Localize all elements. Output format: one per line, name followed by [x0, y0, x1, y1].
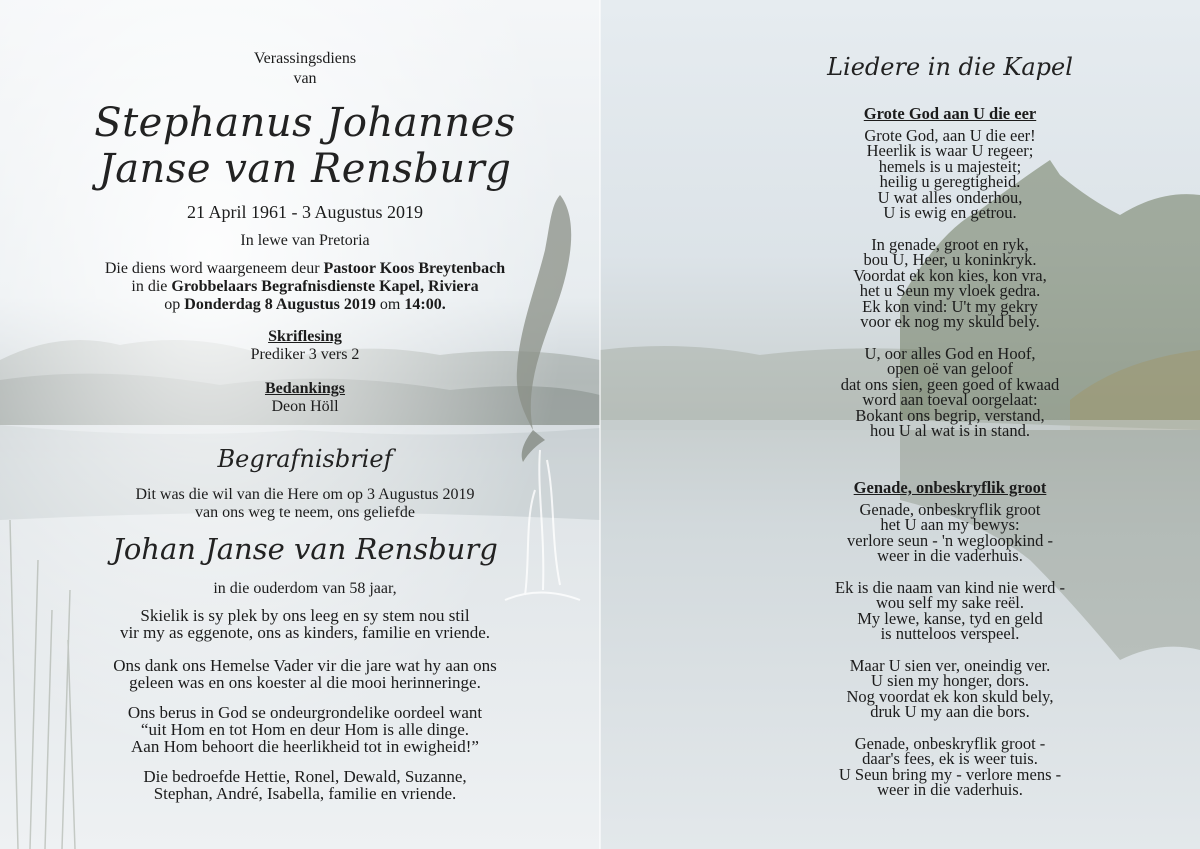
- s1v2-l6: voor ek nog my skuld bely.: [860, 312, 1040, 331]
- deceased-name-line2: Janse van Rensburg: [98, 146, 512, 192]
- s2v1-l2: het U aan my bewys:: [880, 515, 1020, 534]
- life-dates: 21 April 1961 - 3 Augustus 2019: [186, 202, 423, 222]
- s1v2-l3: Voordat ek kon kies, kon vra,: [853, 265, 1047, 285]
- service-label: Verassingsdiens: [253, 50, 357, 67]
- song2: [740, 480, 1160, 798]
- s1v2-l1: In genade, groot en ryk,: [871, 234, 1029, 254]
- song1: [740, 106, 1160, 439]
- officiant: Pastoor Koos Breytenbach: [323, 260, 506, 277]
- s2v3-l2: U sien my honger, dors.: [871, 671, 1029, 690]
- thanks-name: Deon Höll: [271, 398, 339, 415]
- s1v3-l2: open oë van geloof: [887, 359, 1013, 378]
- deceased-name-line1: Stephanus Johannes: [94, 100, 516, 146]
- venue: Grobbelaars Begrafnisdienste Kapel, Riviera: [171, 278, 479, 295]
- s1v3-l6: hou U al wat is in stand.: [870, 421, 1030, 440]
- s1v1-l5: U wat alles onderhou,: [877, 187, 1023, 207]
- letter-line1: Dit was die wil van die Here om op 3 Augustus 2019: [135, 486, 475, 503]
- s2v1-l3: verlore seun - 'n wegloopkind -: [847, 530, 1053, 550]
- s1v1-l2: Heerlik is waar U regeer;: [866, 141, 1034, 160]
- s1v1-l3: hemels is u majesteit;: [878, 156, 1022, 176]
- family-line1: Die bedroefde Hettie, Ronel, Dewald, Suzanne,: [143, 767, 467, 786]
- service-date: Donderdag 8 Augustus 2019: [184, 296, 376, 313]
- reading: Prediker 3 vers 2: [250, 346, 360, 363]
- service-line2: in die Grobbelaars Begrafnisdienste Kapel, Riviera: [131, 278, 479, 295]
- s2v4-l3: U Seun bring my - verlore mens -: [838, 764, 1062, 784]
- s2v4-l1: Genade, onbeskryflik groot -: [854, 733, 1046, 753]
- s1v1-l4: heilig u geregtigheid.: [879, 172, 1021, 191]
- family-line2: Stephan, André, Isabella, familie en vriende.: [153, 784, 457, 803]
- s2v3-l1: Maar U sien ver, oneindig ver.: [849, 655, 1051, 675]
- of-label: van: [293, 70, 317, 87]
- songs-heading: Liedere in die Kapel: [827, 53, 1073, 81]
- s1v3-l3: dat ons sien, geen goed of kwaad: [840, 374, 1060, 394]
- s2v3-l4: druk U my aan die bors.: [870, 702, 1030, 721]
- para3-line3: Aan Hom behoort die heerlikheid tot in ewigheid!”: [131, 737, 479, 756]
- page-fold: [599, 0, 601, 849]
- letter-line2: van ons weg te neem, ons geliefde: [195, 504, 415, 521]
- s2v1-l4: weer in die vaderhuis.: [877, 546, 1023, 565]
- para1-line1: Skielik is sy plek by ons leeg en sy stem nou stil: [140, 606, 470, 625]
- service-line1: Die diens word waargeneem deur Pastoor Koos Breytenbach: [104, 260, 506, 277]
- s2v1-l1: Genade, onbeskryflik groot: [859, 499, 1041, 519]
- para3-line2: “uit Hom en tot Hom en deur Hom is alle dinge.: [140, 720, 470, 739]
- reading-heading: Skriflesing: [268, 328, 342, 345]
- s2v2-l2: wou self my sake reël.: [876, 593, 1024, 612]
- service-time: 14:00.: [404, 296, 446, 313]
- letter-name: Johan Janse van Rensburg: [112, 532, 498, 566]
- s2v2-l4: is nutteloos verspeel.: [880, 624, 1020, 643]
- s1v3-l5: Bokant ons begrip, verstand,: [855, 405, 1045, 425]
- song2-title: Genade, onbeskryflik groot: [853, 478, 1047, 497]
- para2-line2: geleen was en ons koester al die mooi herinneringe.: [129, 673, 481, 692]
- service-line3: op Donderdag 8 Augustus 2019 om 14:00.: [164, 296, 446, 313]
- s1v2-l5: Ek kon vind: U't my gekry: [862, 296, 1038, 316]
- s1v2-l4: het u Seun my vloek gedra.: [859, 281, 1041, 300]
- age-line: in die ouderdom van 58 jaar,: [213, 580, 397, 597]
- residence: In lewe van Pretoria: [240, 232, 370, 249]
- right-page: [600, 0, 1200, 849]
- s1v3-l4: word aan toeval oorgelaat:: [862, 390, 1038, 409]
- para1-line2: vir my as eggenote, ons as kinders, familie en vriende.: [119, 623, 491, 642]
- s2v3-l3: Nog voordat ek kon skuld bely,: [846, 686, 1054, 706]
- s1v3-l1: U, oor alles God en Hoof,: [864, 343, 1036, 363]
- s2v2-l1: Ek is die naam van kind nie werd -: [834, 577, 1066, 597]
- s1v1-l1: Grote God, aan U die eer!: [864, 125, 1036, 145]
- song1-title: Grote God aan U die eer: [863, 104, 1037, 123]
- s1v1-l6: U is ewig en getrou.: [883, 203, 1017, 222]
- para2-line1: Ons dank ons Hemelse Vader vir die jare wat hy aan ons: [113, 656, 497, 675]
- s2v4-l4: weer in die vaderhuis.: [877, 780, 1023, 799]
- s2v4-l2: daar's fees, ek is weer tuis.: [862, 749, 1038, 768]
- s2v2-l3: My lewe, kanse, tyd en geld: [857, 608, 1043, 628]
- letter-heading: Begrafnisbrief: [217, 445, 393, 473]
- s1v2-l2: bou U, Heer, u koninkryk.: [863, 250, 1037, 269]
- thanks-heading: Bedankings: [264, 380, 346, 397]
- para3-line1: Ons berus in God se ondeurgrondelike oordeel want: [127, 703, 483, 722]
